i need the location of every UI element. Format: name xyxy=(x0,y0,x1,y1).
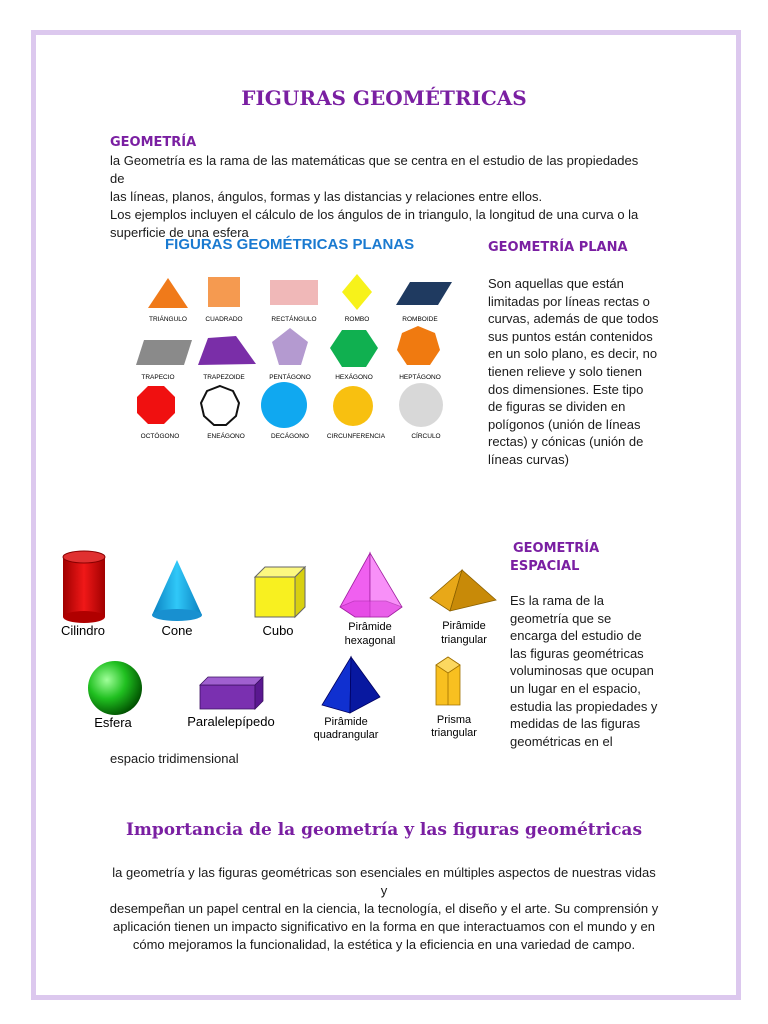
trapezoid-shape xyxy=(136,340,192,365)
shape-label: ROMBOIDE xyxy=(402,316,438,323)
solid-label: Pirâmide xyxy=(348,621,392,633)
shape-label: DECÁGONO xyxy=(271,433,309,440)
plana-line: limitadas por líneas rectas o xyxy=(488,293,650,309)
intro-line: las líneas, planos, ángulos, formas y las distancias y relaciones entre ellos. xyxy=(110,189,543,204)
espacial-line: encarga del estudio de xyxy=(510,628,642,644)
square-shape xyxy=(208,277,240,307)
circumference-shape xyxy=(333,386,373,426)
importancia-line: aplicación tienen un impacto significativo en la forma en que interactuamos con el mundo y en xyxy=(113,919,655,934)
rhomboid-shape xyxy=(396,282,452,305)
shape-label: ENEÁGONO xyxy=(207,433,245,440)
shape-label: HEPTÁGONO xyxy=(399,374,441,381)
quadrangular-pyramid-shape xyxy=(322,657,380,713)
shape-label: TRAPEZOIDE xyxy=(203,374,245,381)
parallelepiped-shape xyxy=(200,677,263,709)
plana-line: polígonos (unión de líneas xyxy=(488,416,641,432)
plana-line: curvas, además de que todos xyxy=(488,311,659,327)
solid-label: triangular xyxy=(441,634,487,646)
triangle-shape xyxy=(148,278,188,308)
rectangle-shape xyxy=(270,280,318,305)
section-heading-geometria: GEOMETRÍA xyxy=(110,135,197,150)
plana-line: líneas curvas) xyxy=(488,451,569,467)
solid-label: hexagonal xyxy=(344,635,396,647)
solid-label: quadrangular xyxy=(313,729,379,741)
solid-label: Paralelepípedo xyxy=(187,714,275,729)
importancia-line: la geometría y las figuras geométricas son esenciales en múltiples aspectos de nuestras vidas y xyxy=(112,865,656,898)
shape-label: CIRCUNFERENCIA xyxy=(326,433,386,440)
shape-label: ROMBO xyxy=(344,316,370,323)
decagon-shape xyxy=(261,382,307,428)
shape-label: CUADRADO xyxy=(205,316,243,323)
plana-line: tienen relieve y solo tienen xyxy=(488,363,642,379)
hexagon-shape xyxy=(330,330,378,367)
section-heading-espacial xyxy=(510,540,599,576)
cylinder-shape xyxy=(63,551,105,623)
triangular-prism-shape xyxy=(436,657,460,705)
plana-line: sus puntos están contenidos xyxy=(488,328,653,344)
sphere-shape xyxy=(88,661,142,715)
shape-label: TRIÁNGULO xyxy=(149,316,187,323)
espacial-line: Es la rama de la xyxy=(510,593,604,608)
espacial-line: medidas de las figuras xyxy=(510,716,641,732)
section-heading-importancia: Importancia de la geometría y las figuras geométricas xyxy=(125,820,643,840)
shape-label: PENTÁGONO xyxy=(269,374,311,381)
importancia-line: cómo mejoramos la funcionalidad, la estética y la eficiencia en una variedad de campo. xyxy=(132,937,636,952)
shape-label: RECTÁNGULO xyxy=(271,316,317,323)
espacial-line: las figuras geométricas xyxy=(510,645,644,661)
espacial-paragraph xyxy=(510,592,670,750)
solid-label: Pirâmide xyxy=(324,716,368,728)
rhombus-shape xyxy=(342,274,372,310)
nonagon-shape xyxy=(201,386,239,425)
plana-paragraph xyxy=(488,275,668,469)
solid-label: Cone xyxy=(161,623,193,638)
page-title: FIGURAS GEOMÉTRICAS xyxy=(241,86,527,110)
pentagon-shape xyxy=(272,328,308,365)
espacial-heading-line: ESPACIAL xyxy=(510,559,580,574)
espacial-line: estudia las propiedades y xyxy=(510,698,658,714)
solid-label: triangular xyxy=(431,727,477,739)
shape-label: OCTÓGONO xyxy=(140,433,180,440)
plana-line: de figuras se dividen en xyxy=(488,399,626,415)
shape-label: HEXÁGONO xyxy=(335,374,373,381)
espacial-line: geométricas en el xyxy=(510,733,613,749)
plana-line: en un solo plano, es decir, no xyxy=(488,346,658,362)
solid-label: Cilindro xyxy=(60,623,106,638)
solid-label: Cubo xyxy=(262,623,294,638)
circle-shape xyxy=(399,383,443,427)
hexagonal-pyramid-shape xyxy=(340,553,402,617)
shape-label: TRAPECIO xyxy=(141,374,175,381)
trapezoide-shape xyxy=(198,336,256,365)
plane-figures-image xyxy=(110,228,470,448)
espacial-heading-line: GEOMETRÍA xyxy=(513,541,600,556)
plana-line: Son aquellas que están xyxy=(488,276,624,291)
solid-label: Pirâmide xyxy=(442,620,486,632)
shape-label: CÍRCULO xyxy=(411,433,441,440)
intro-line: la Geometría es la rama de las matemáticas que se centra en el estudio de las propiedades de xyxy=(110,153,639,186)
intro-line: superficie de una esfera xyxy=(110,225,249,240)
solid-label: Prisma xyxy=(436,714,472,726)
section-heading-plana: GEOMETRÍA PLANA xyxy=(488,240,628,255)
octagon-shape xyxy=(137,386,175,424)
espacial-line: voluminosas que ocupan xyxy=(510,663,654,679)
plana-line: rectas) y cónicas (unión de xyxy=(488,434,644,450)
cube-shape xyxy=(255,567,305,617)
importancia-line: desempeñan un papel central en la ciencia, la tecnología, el diseño y el arte. Su comprensión y xyxy=(109,901,659,916)
solid-figures-image xyxy=(50,545,500,750)
espacial-line: geometría que se xyxy=(510,610,612,626)
plane-figures-banner: FIGURAS GEOMÉTRICAS PLANAS xyxy=(165,236,415,253)
espacial-line: un lugar en el espacio, xyxy=(510,680,641,696)
espacial-continuation: espacio tridimensional xyxy=(110,751,239,766)
heptagon-shape xyxy=(397,326,440,365)
triangular-pyramid-shape xyxy=(430,570,496,611)
cone-shape xyxy=(152,560,202,621)
solid-label: Esfera xyxy=(94,715,132,730)
importancia-paragraph xyxy=(108,864,660,954)
plana-line: dos dimensiones. Este tipo xyxy=(488,381,644,397)
intro-line: Los ejemplos incluyen el cálculo de los ángulos de in triangulo, la longitud de una curva o la xyxy=(110,207,639,222)
